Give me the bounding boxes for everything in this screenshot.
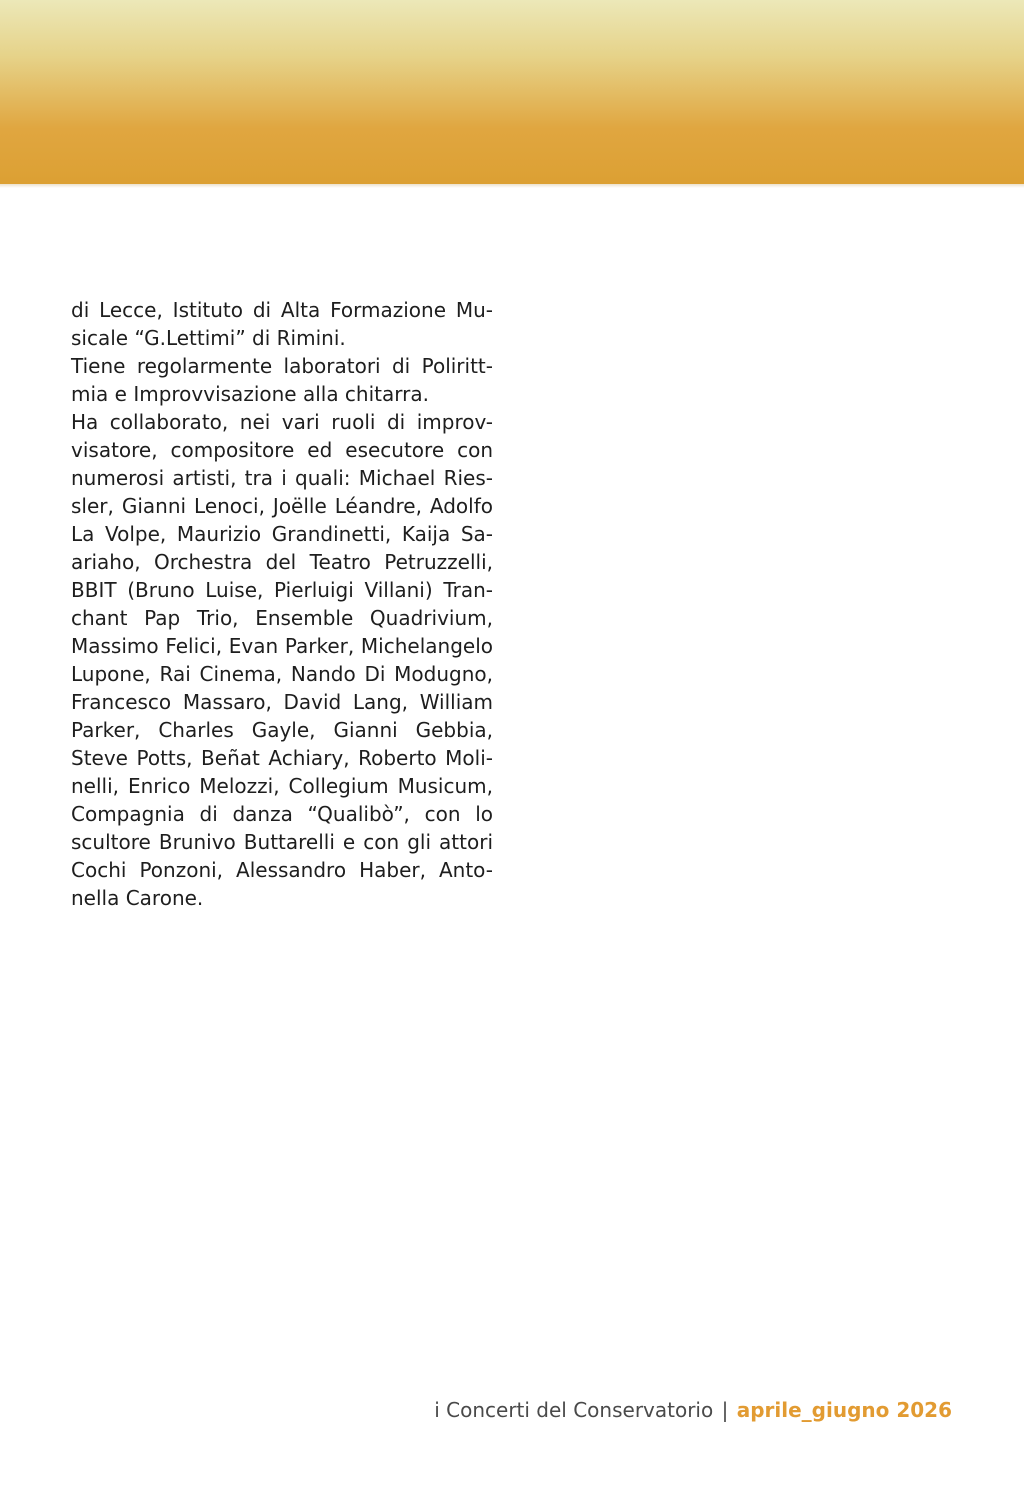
biography-text [71,296,493,912]
text-line: numerosi artisti, tra i quali: Michael Ries- [71,466,493,490]
text-line: visatore, compositore ed esecutore con [71,438,493,462]
footer-period: aprile_giugno 2026 [736,1398,952,1422]
text-line: chant Pap Trio, Ensemble Quadrivium, [71,606,493,630]
text-line: Massimo Felici, Evan Parker, Michelangelo [71,634,493,658]
text-line: Lupone, Rai Cinema, Nando Di Modugno, [71,662,493,686]
text-line: Francesco Massaro, David Lang, William [71,690,493,714]
page-footer [434,1398,952,1422]
text-line: Tiene regolarmente laboratori di Poliritt- [71,354,493,378]
footer-series-title: i Concerti del Conservatorio [434,1398,714,1422]
text-line: La Volpe, Maurizio Grandinetti, Kaija Sa- [71,522,493,546]
text-line: Compagnia di danza “Qualibò”, con lo [71,802,493,826]
text-line: Ha collaborato, nei vari ruoli di improv- [71,410,493,434]
text-line: sler, Gianni Lenoci, Joëlle Léandre, Adolfo [71,494,493,518]
text-line: ariaho, Orchestra del Teatro Petruzzelli, [71,550,493,574]
text-line: Parker, Charles Gayle, Gianni Gebbia, [71,718,493,742]
text-line: scultore Brunivo Buttarelli e con gli attori [71,830,493,854]
text-line: di Lecce, Istituto di Alta Formazione Mu- [71,298,493,322]
text-line: Cochi Ponzoni, Alessandro Haber, Anto- [71,858,493,882]
text-line: nella Carone. [71,886,204,910]
text-line: Steve Potts, Beñat Achiary, Roberto Moli- [71,746,493,770]
header-gradient-band [0,0,1024,184]
text-line: nelli, Enrico Melozzi, Collegium Musicum, [71,774,493,798]
text-line: mia e Improvvisazione alla chitarra. [71,382,429,406]
footer-separator: | [721,1398,729,1422]
text-line: BBIT (Bruno Luise, Pierluigi Villani) Tran- [71,578,493,602]
text-line: sicale “G.Lettimi” di Rimini. [71,326,346,350]
